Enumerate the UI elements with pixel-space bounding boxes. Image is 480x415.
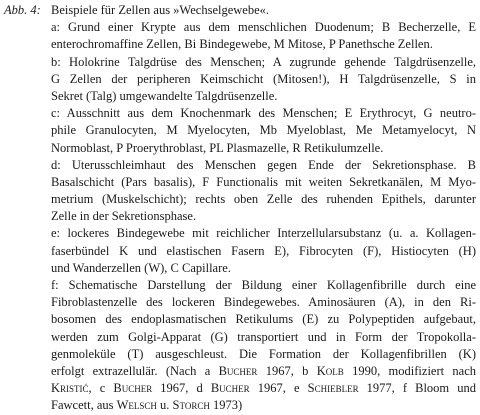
caption-line: Basalschicht (Pars basalis), F Functionalis mit weiten Sekretkanälen, M Myo- [51, 174, 476, 189]
author-name: Bucher [210, 381, 250, 396]
caption-line: G Zellen der peripheren Keimschicht (Mitosen!), H Talgdrüsenzelle, S in [51, 71, 476, 86]
author-name: Storch [172, 398, 210, 413]
author-name: Kolb [316, 363, 344, 378]
caption-line: Kristić, c Bucher 1967, d Bucher 1967, e Schiebler 1977, f Bloom und [51, 381, 476, 396]
caption-line: phile Granulocyten, M Myelocyten, Mb Myeloblast, Me Metamyelocyt, N [51, 123, 476, 138]
author-name: Bucher [218, 363, 258, 378]
figure-caption [51, 2, 476, 415]
caption-line: c: Ausschnitt aus dem Knochenmark des Menschen; E Erythrocyt, G neutro- [51, 106, 476, 121]
caption-line: e: lockeres Bindegewebe mit reichlicher Interzellularsubstanz (u. a. Kollagen- [51, 226, 476, 241]
caption-line: f: Schematische Darstellung der Bildung einer Kollagenfibrille durch eine [51, 278, 476, 292]
caption-line: a: Grund einer Krypte aus dem menschlichen Duodenum; B Becherzelle, E [51, 20, 476, 35]
caption-line: Beispiele für Zellen aus »Wechselgewebe«. [51, 3, 270, 17]
caption-line: Fawcett, aus Welsch u. Storch 1973) [51, 398, 243, 413]
caption-line: erfolgt extrazellulär. (Nach a Bucher 1967, b Kolb 1990, modifiziert nach [51, 363, 477, 378]
caption-line: und Wanderzellen (W), C Capillare. [51, 260, 231, 275]
caption-line: faserbündel K und elastischen Fasern E), Fibrocyten (F), Histiocyten (H) [51, 243, 476, 258]
caption-line: metrium (Muskelschicht); rechts oben Zelle des ruhenden Epithels, darunter [51, 192, 476, 207]
caption-line: genmoleküle (T) ausgeschleust. Die Formation der Kollagenfibrillen (K) [51, 346, 476, 361]
caption-line: bosomen des endoplasmatischen Retikulums (E) zu Polypeptiden aufgebaut, [51, 312, 476, 327]
caption-line: b: Holokrine Talgdrüse des Menschen; A zugrunde gehende Talgdrüsenzelle, [51, 54, 476, 69]
caption-line: Sekret (Talg) umgewandelte Talgdrüsenzelle. [51, 88, 278, 103]
caption-line: Fibroblastenzelle des lockeren Bindegewebes. Aminosäuren (A), in den Ri- [51, 295, 476, 310]
author-name: Schiebler [307, 381, 359, 396]
caption-line: enterochromaffine Zellen, Bi Bindegewebe, M Mitose, P Panethsche Zellen. [51, 37, 433, 52]
caption-line: werden zum Golgi-Apparat (G) transportiert und in Form der Tropokolla- [51, 329, 476, 344]
author-name: Kristić [51, 381, 89, 396]
caption-line: Zelle in der Sekretionsphase. [51, 209, 197, 224]
author-name: Welsch [116, 398, 157, 413]
caption-line: Normoblast, P Proerythroblast, PL Plasmazelle, R Retikulumzelle. [51, 140, 384, 155]
author-name: Bucher [113, 381, 153, 396]
figure-label: Abb. 4: [4, 3, 41, 17]
caption-line: d: Uterusschleimhaut des Menschen gegen Ende der Sekretionsphase. B [51, 157, 476, 172]
